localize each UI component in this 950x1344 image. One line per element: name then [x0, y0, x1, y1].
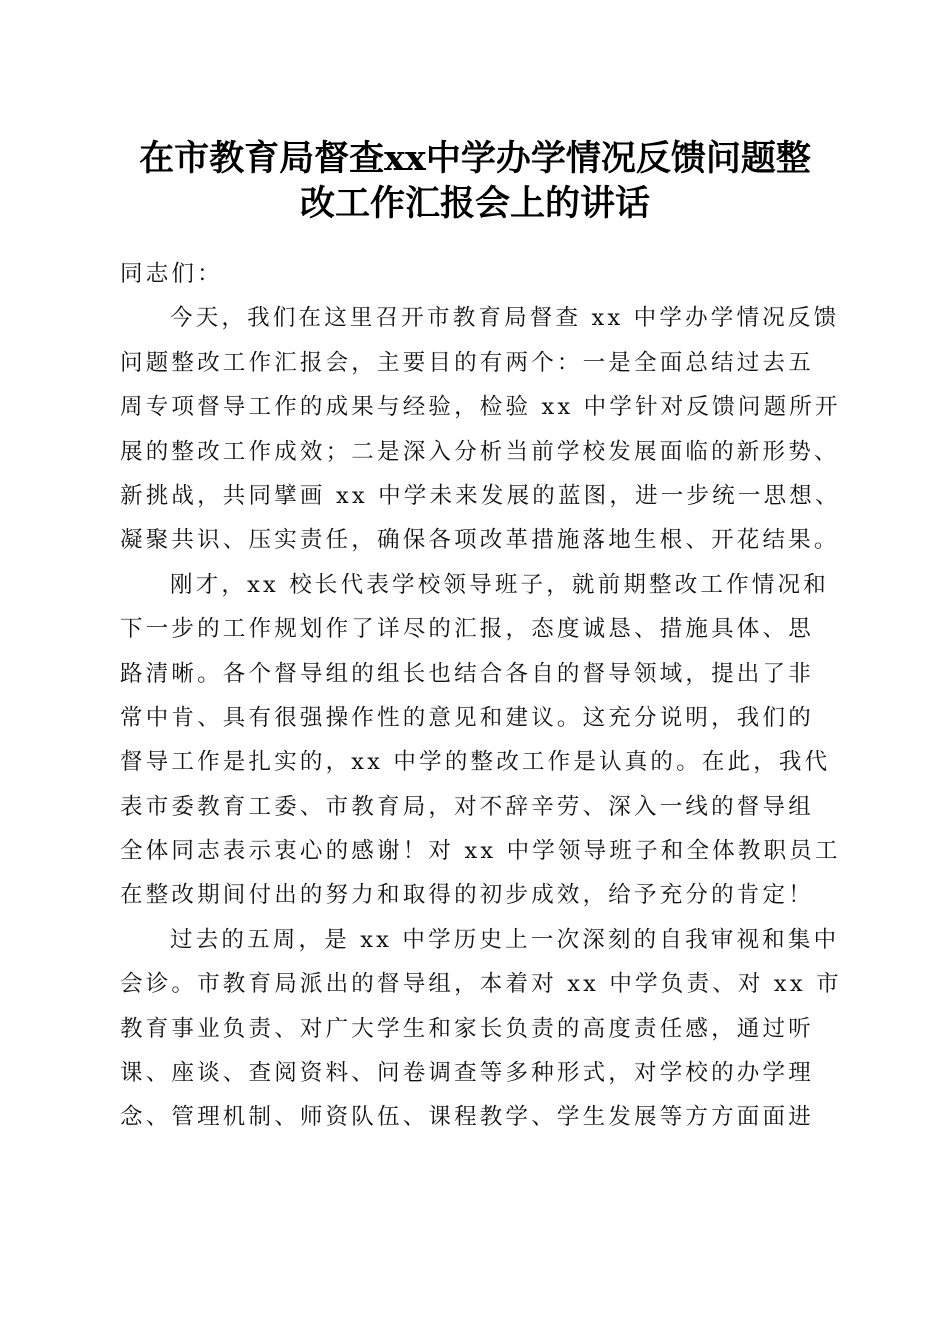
paragraph-line: 会诊。市教育局派出的督导组，本着对 xx 中学负责、对 xx 市 — [120, 971, 842, 998]
paragraph-line: 下一步的工作规划作了详尽的汇报，态度诚恳、措施具体、思 — [120, 616, 814, 643]
paragraph-line: 在整改期间付出的努力和取得的初步成效，给予充分的肯定！ — [120, 882, 814, 909]
paragraph-line: 新挑战，共同擘画 xx 中学未来发展的蓝图，进一步统一思想、 — [120, 482, 841, 509]
salutation: 同志们： — [120, 261, 223, 287]
document-body — [120, 252, 842, 1140]
paragraph-line: 路清晰。各个督导组的组长也结合各自的督导领域，提出了非 — [120, 660, 814, 687]
paragraph-3 — [120, 918, 842, 1140]
title-line: 在市教育局督查xx中学办学情况反馈问题整 — [139, 138, 811, 179]
paragraph-line: 今天，我们在这里召开市教育局督查 xx 中学办学情况反馈 — [170, 305, 840, 332]
paragraph-line: 念、管理机制、师资队伍、课程教学、学生发展等方方面面进 — [120, 1104, 814, 1131]
paragraph-2 — [120, 563, 841, 918]
paragraph-line: 问题整改工作汇报会，主要目的有两个：一是全面总结过去五 — [120, 349, 814, 376]
paragraph-line: 全体同志表示衷心的感谢！对 xx 中学领导班子和全体教职员工 — [120, 838, 841, 865]
paragraph-line: 督导工作是扎实的，xx 中学的整改工作是认真的。在此，我代 — [120, 749, 831, 776]
paragraph-line: 周专项督导工作的成果与经验，检验 xx 中学针对反馈问题所开 — [120, 394, 841, 421]
paragraph-line: 刚才，xx 校长代表学校领导班子，就前期整改工作情况和 — [170, 571, 829, 598]
paragraph-1 — [120, 296, 841, 562]
title-line: 改工作汇报会上的讲话 — [299, 183, 650, 224]
paragraph-line: 教育事业负责、对广大学生和家长负责的高度责任感，通过听 — [120, 1015, 814, 1042]
paragraph-line: 课、座谈、查阅资料、问卷调查等多种形式，对学校的办学理 — [120, 1060, 814, 1087]
paragraph-line: 展的整改工作成效；二是深入分析当前学校发展面临的新形势、 — [120, 438, 840, 465]
paragraph-line: 表市委教育工委、市教育局，对不辞辛劳、深入一线的督导组 — [120, 793, 814, 820]
paragraph-line: 过去的五周，是 xx 中学历史上一次深刻的自我审视和集中 — [170, 926, 840, 953]
document-title — [100, 136, 850, 226]
paragraph-line: 凝聚共识、压实责任，确保各项改革措施落地生根、开花结果。 — [120, 527, 840, 554]
paragraph-line: 常中肯、具有很强操作性的意见和建议。这充分说明，我们的 — [120, 704, 814, 731]
